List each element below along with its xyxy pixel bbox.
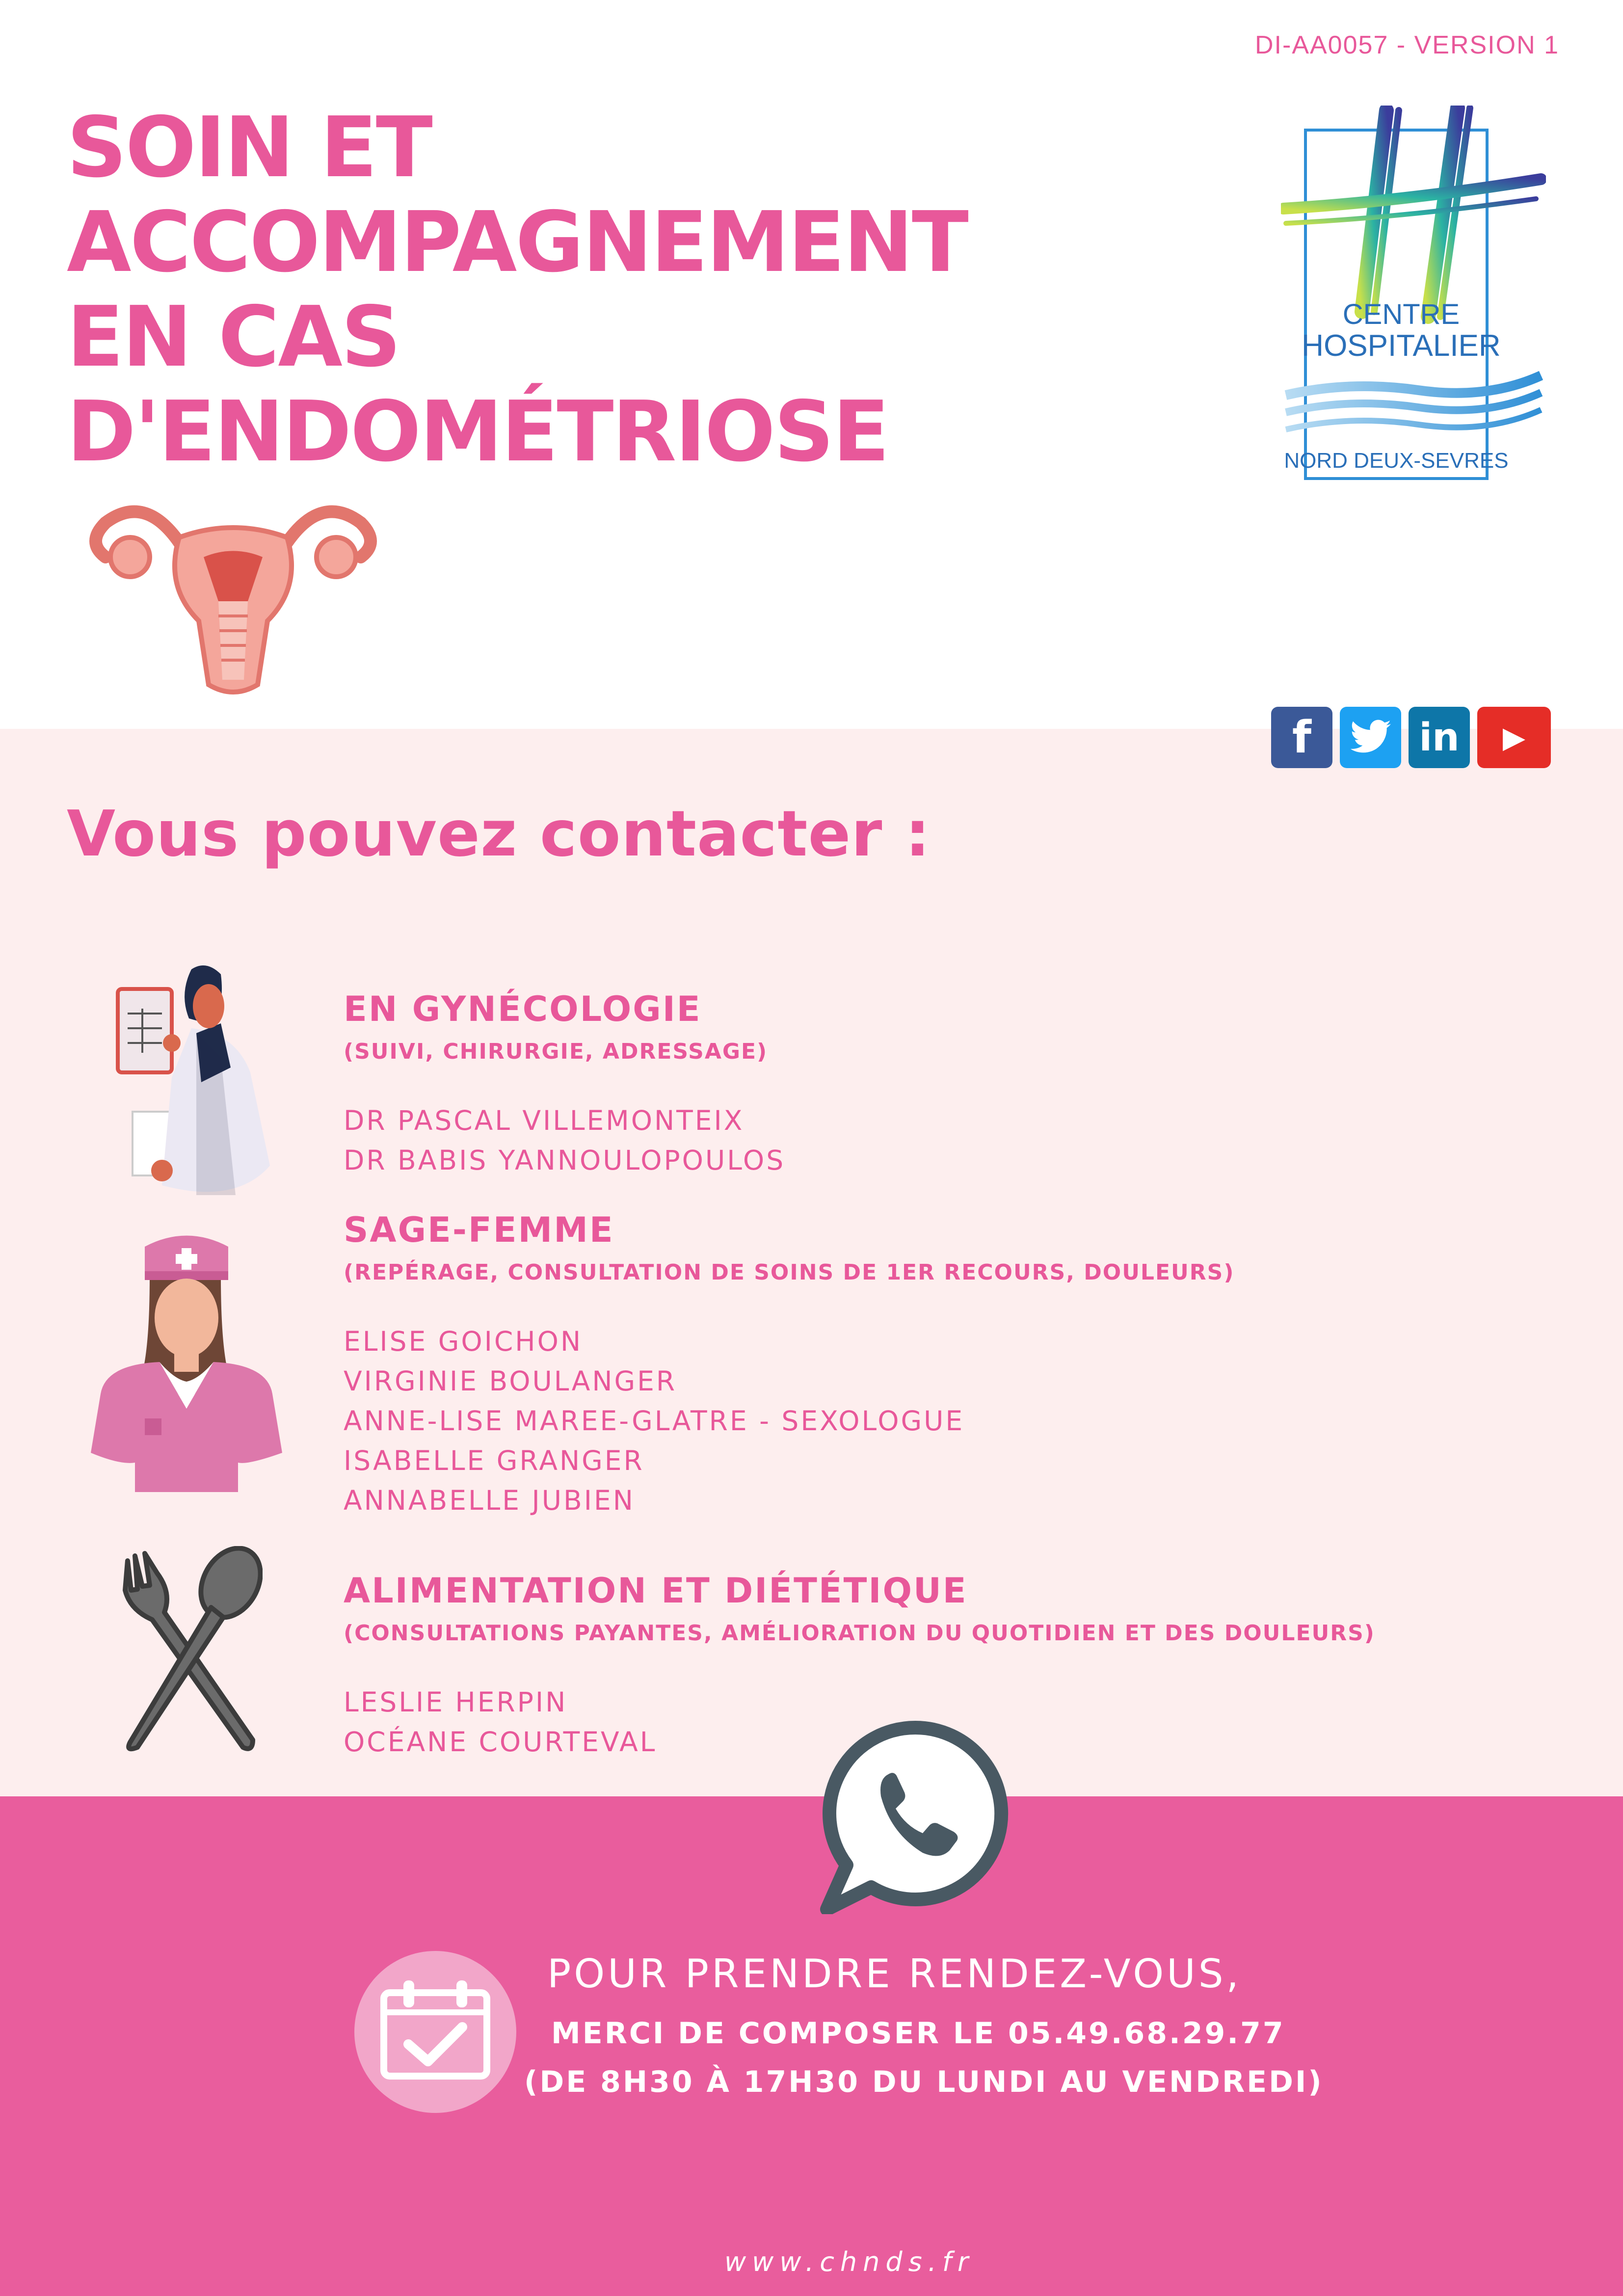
document-reference: DI-AA0057 - VERSION 1 <box>1255 31 1559 59</box>
section-gynecology-title: EN GYNÉCOLOGIE <box>344 989 702 1029</box>
youtube-play-label: ▶ <box>1502 720 1526 755</box>
appointment-line-1: POUR PRENDRE RENDEZ-VOUS, <box>547 1951 1242 1997</box>
title-line-4: D'ENDOMÉTRIOSE <box>67 383 888 481</box>
section-gynecology-subtitle: (SUIVI, CHIRURGIE, ADRESSAGE) <box>344 1039 768 1064</box>
contact-heading: Vous pouvez contacter : <box>67 798 931 871</box>
uterus-illustration <box>86 488 380 699</box>
title-line-1: SOIN ET <box>67 99 431 196</box>
hospital-logo <box>1281 106 1546 488</box>
logo-text-centre: CENTRE <box>1342 298 1460 330</box>
appointment-hours: (DE 8H30 À 17H30 DU LUNDI AU VENDREDI) <box>524 2065 1324 2099</box>
facebook-label: f <box>1292 712 1312 763</box>
person-name: LESLIE HERPIN <box>344 1686 568 1718</box>
social-links <box>1271 707 1551 768</box>
title-line-3: EN CAS <box>67 289 400 386</box>
fork-spoon-icon <box>110 1546 263 1757</box>
person-name: ANNABELLE JUBIEN <box>344 1485 635 1516</box>
phone-chat-icon <box>817 1718 1013 1914</box>
youtube-icon[interactable] <box>1477 707 1551 768</box>
person-name: ANNE-LISE MAREE-GLATRE - SEXOLOGUE <box>344 1405 965 1437</box>
section-midwife-title: SAGE-FEMME <box>344 1210 614 1250</box>
section-nutrition-title: ALIMENTATION ET DIÉTÉTIQUE <box>344 1571 968 1611</box>
website-link[interactable]: www.chnds.fr <box>724 2246 975 2277</box>
twitter-icon[interactable] <box>1340 707 1401 768</box>
section-midwife-subtitle: (REPÉRAGE, CONSULTATION DE SOINS DE 1ER RECOURS, DOULEURS) <box>344 1260 1235 1285</box>
linkedin-icon[interactable] <box>1409 707 1470 768</box>
linkedin-label: in <box>1419 715 1460 760</box>
logo-text-region: NORD DEUX-SEVRES <box>1284 449 1509 473</box>
person-name: DR BABIS YANNOULOPOULOS <box>344 1145 786 1176</box>
section-nutrition-subtitle: (CONSULTATIONS PAYANTES, AMÉLIORATION DU QUOTIDIEN ET DES DOULEURS) <box>344 1621 1375 1646</box>
person-name: OCÉANE COURTEVAL <box>344 1726 657 1758</box>
midwife-icon <box>91 1232 282 1492</box>
person-name: DR PASCAL VILLEMONTEIX <box>344 1105 745 1136</box>
page-title <box>67 101 967 480</box>
logo-text-hospitalier: HOSPITALIER <box>1302 329 1501 363</box>
person-name: ELISE GOICHON <box>344 1326 583 1357</box>
appointment-phone-line: MERCI DE COMPOSER LE 05.49.68.29.77 <box>551 2016 1285 2051</box>
doctor-icon <box>74 960 285 1205</box>
person-name: ISABELLE GRANGER <box>344 1445 644 1476</box>
title-line-2: ACCOMPAGNEMENT <box>67 194 967 291</box>
calendar-icon <box>354 1951 516 2113</box>
facebook-icon[interactable] <box>1271 707 1332 768</box>
person-name: VIRGINIE BOULANGER <box>344 1365 677 1397</box>
twitter-bird-icon <box>1349 718 1393 757</box>
